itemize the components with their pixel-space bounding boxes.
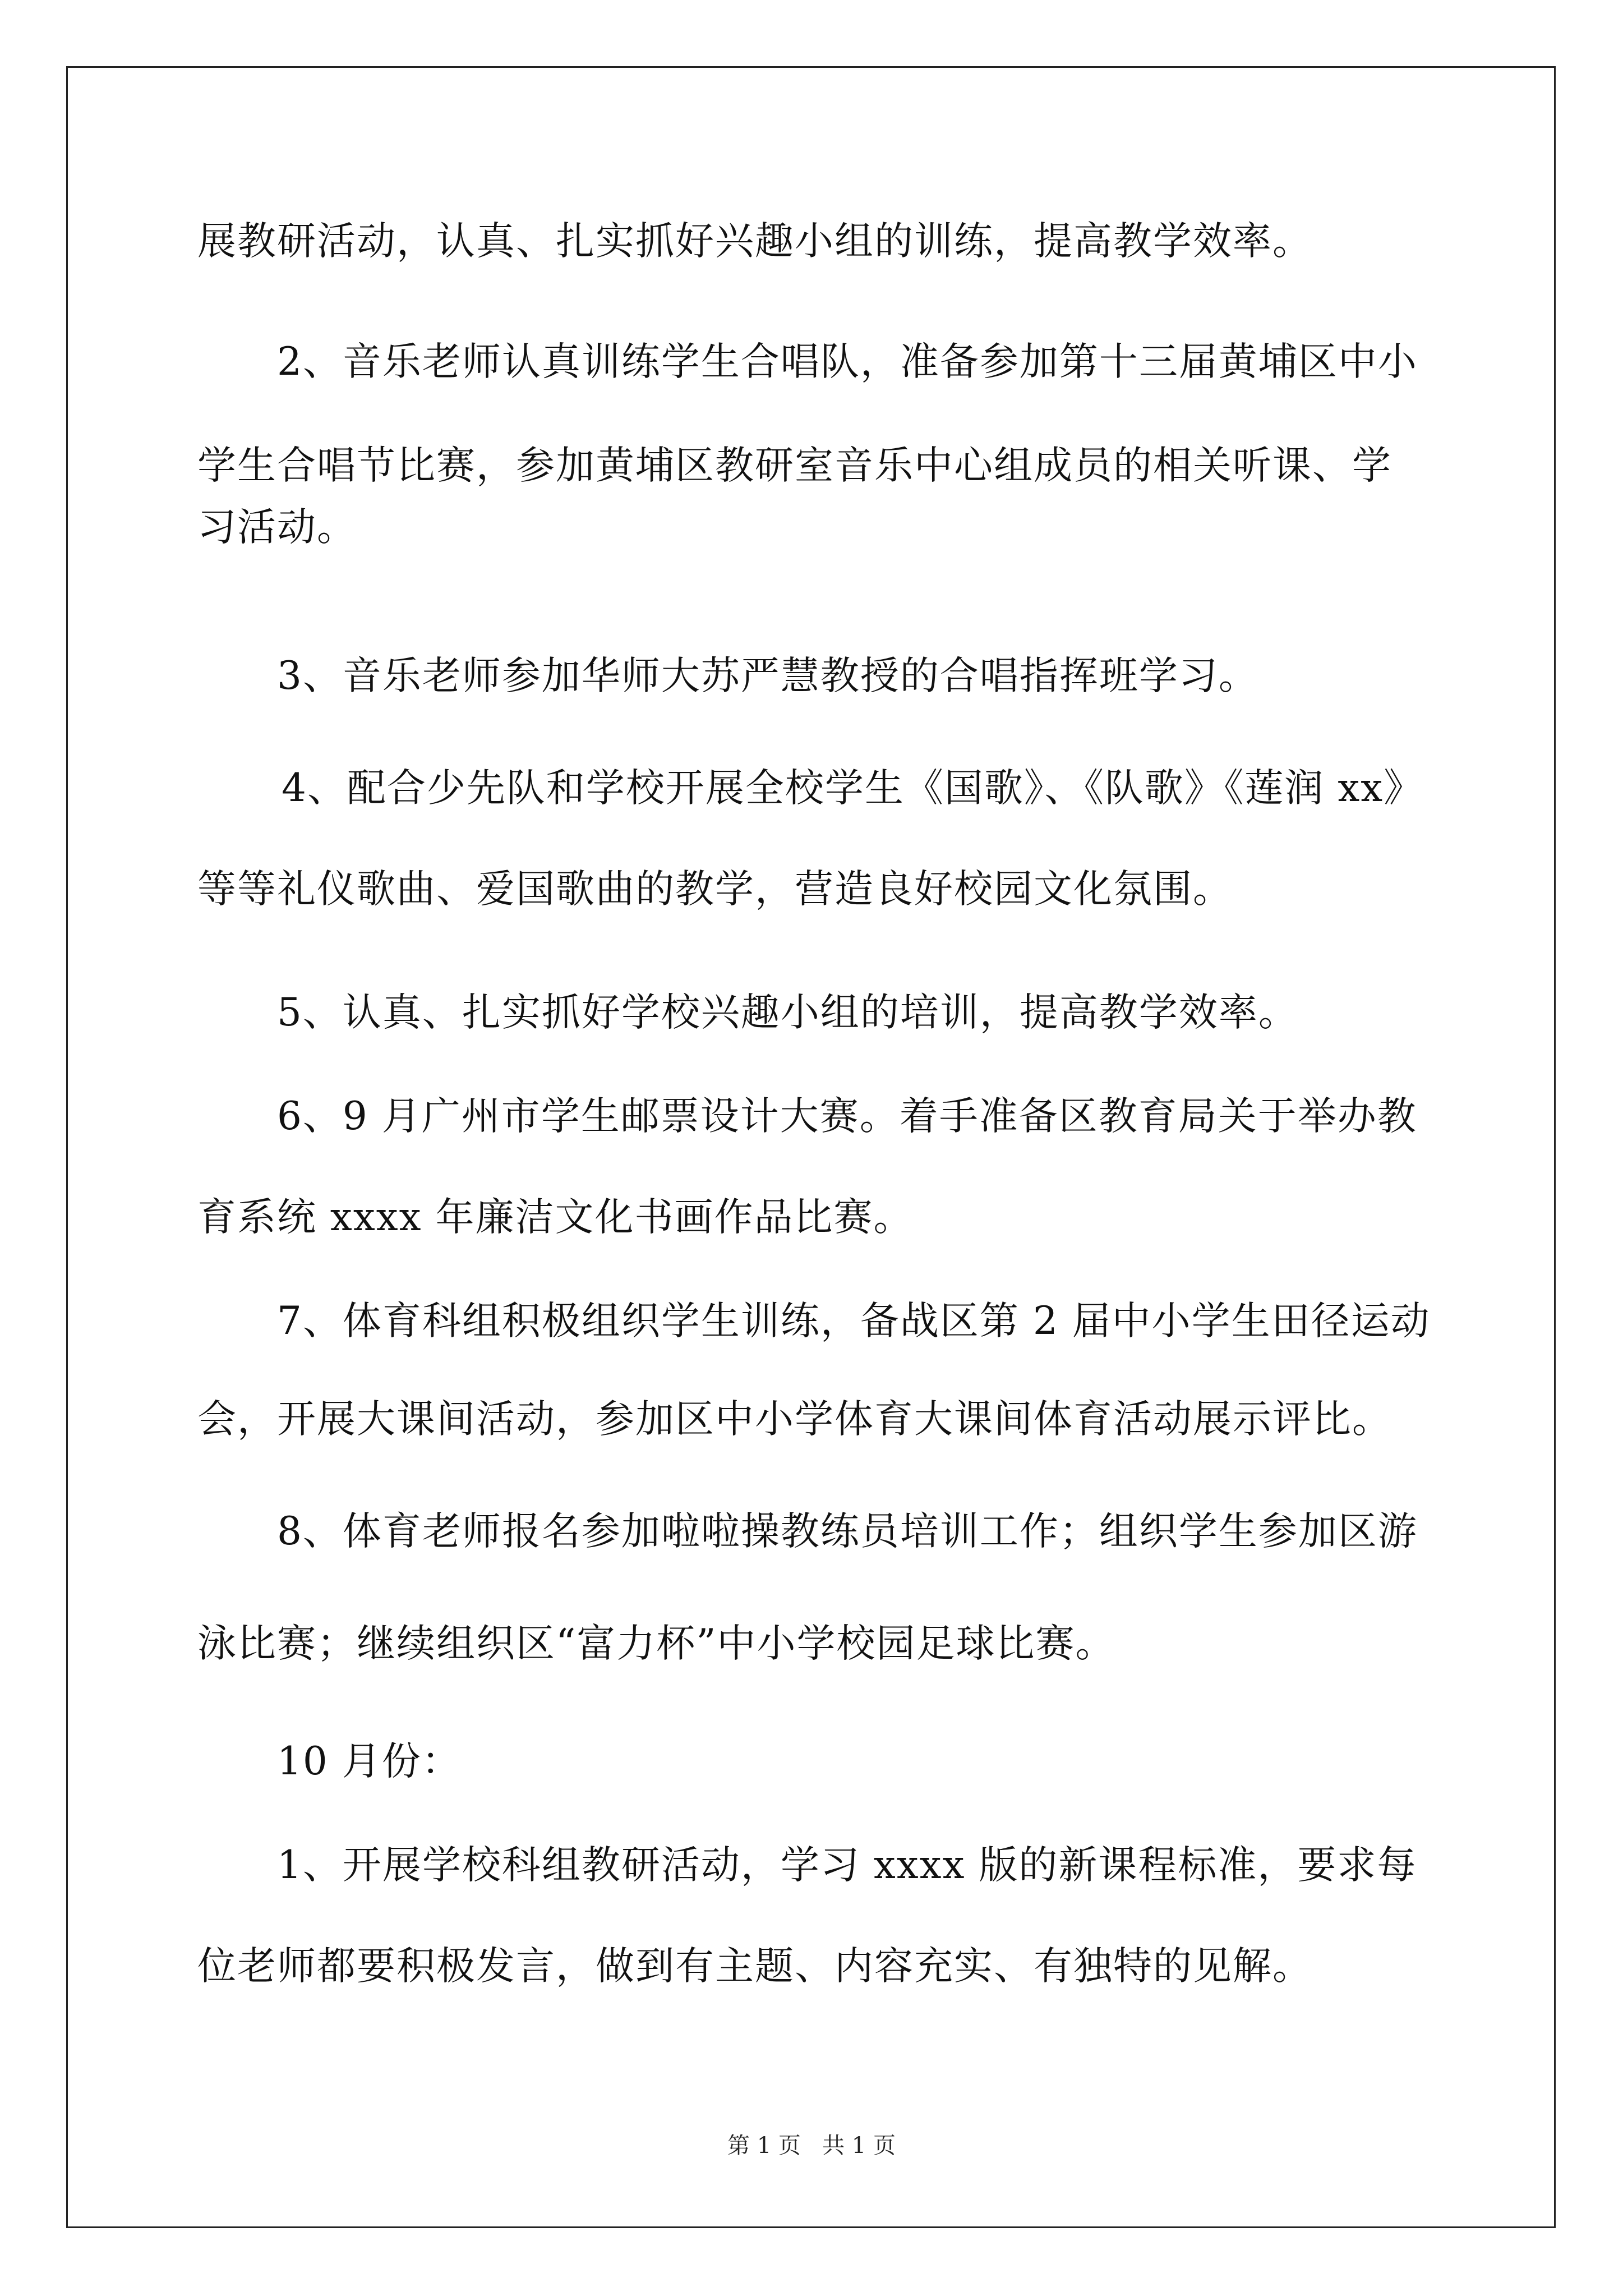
page-footer: 第 1 页 共 1 页 — [727, 2133, 896, 2159]
paragraph-line: 会，开展大课间活动，参加区中小学体育大课间体育活动展示评比。 — [197, 1397, 1392, 1442]
paragraph-line: 1、开展学校科组教研活动，学习 xxxx 版的新课程标准，要求每 — [277, 1843, 1417, 1888]
paragraph-line: 4、配合少先队和学校开展全校学生《国歌》、《队歌》《莲润 xx》 — [282, 766, 1424, 811]
paragraph-line: 等等礼仪歌曲、爱国歌曲的教学，营造良好校园文化氛围。 — [197, 867, 1233, 912]
paragraph-line: 展教研活动，认真、扎实抓好兴趣小组的训练，提高教学效率。 — [197, 219, 1312, 264]
paragraph-line: 习活动。 — [197, 505, 357, 550]
section-heading: 10 月份： — [277, 1739, 462, 1784]
paragraph-line: 6、9 月广州市学生邮票设计大赛。着手准备区教育局关于举办教 — [277, 1094, 1417, 1139]
paragraph-line: 7、体育科组积极组织学生训练，备战区第 2 届中小学生田径运动 — [277, 1299, 1431, 1343]
page-border — [66, 66, 1556, 2228]
paragraph-line: 8、体育老师报名参加啦啦操教练员培训工作；组织学生参加区游 — [277, 1509, 1418, 1554]
paragraph-line: 育系统 xxxx 年廉洁文化书画作品比赛。 — [197, 1195, 914, 1240]
paragraph-line: 2、音乐老师认真训练学生合唱队，准备参加第十三届黄埔区中小 — [277, 339, 1418, 384]
paragraph-line: 5、认真、扎实抓好学校兴趣小组的培训，提高教学效率。 — [277, 990, 1298, 1035]
paragraph-line: 3、音乐老师参加华师大苏严慧教授的合唱指挥班学习。 — [277, 654, 1258, 698]
paragraph-line: 泳比赛；继续组织区“富力杯”中小学校园足球比赛。 — [197, 1621, 1115, 1666]
paragraph-line: 位老师都要积极发言，做到有主题、内容充实、有独特的见解。 — [197, 1944, 1312, 1989]
paragraph-line: 学生合唱节比赛，参加黄埔区教研室音乐中心组成员的相关听课、学 — [197, 443, 1392, 488]
